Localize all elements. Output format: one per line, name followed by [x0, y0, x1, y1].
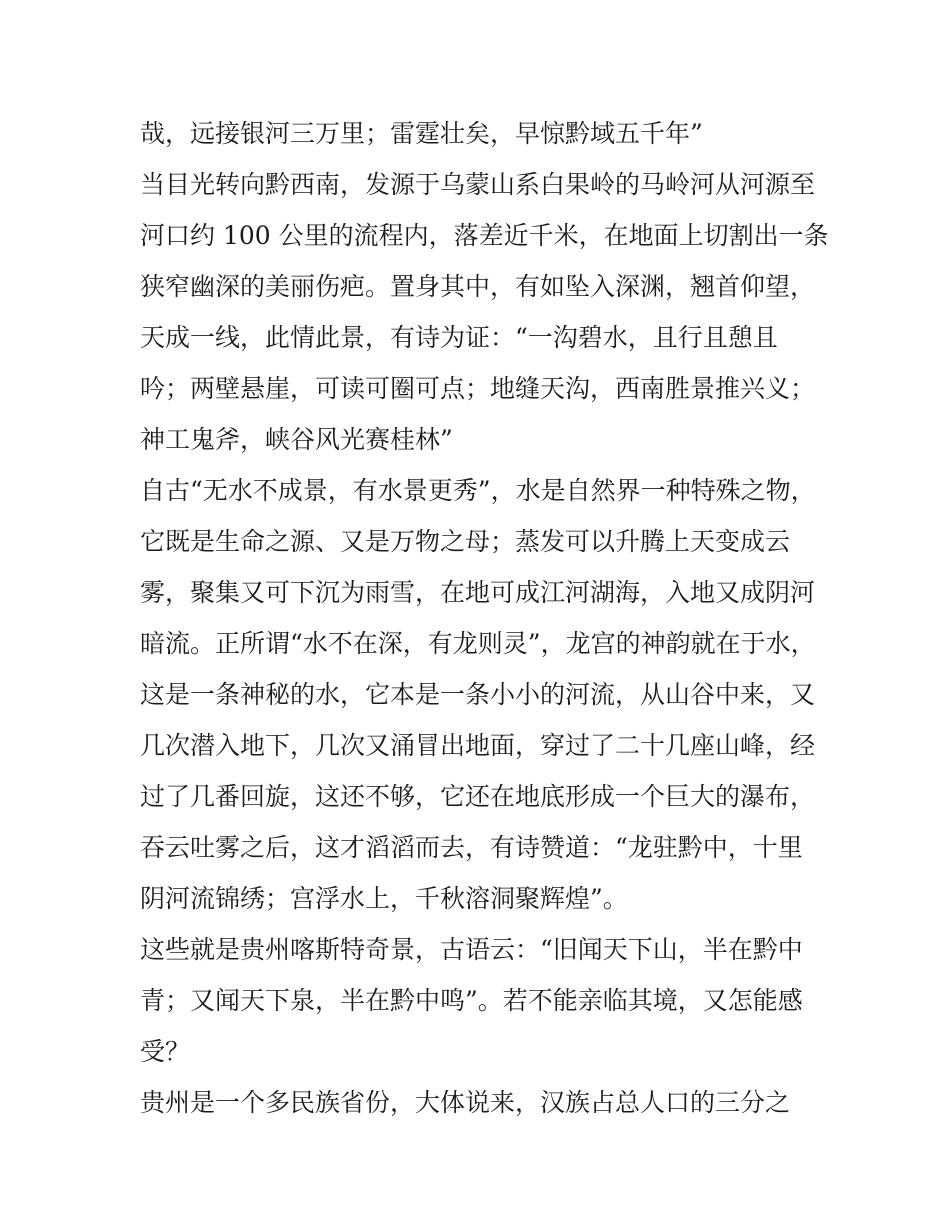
text-line: 吟；两壁悬崖，可读可圈可点；地缝天沟，西南胜景推兴义；: [140, 374, 816, 403]
text-line: 哉，远接银河三万里；雷霆壮矣，早惊黔域五千年”: [140, 119, 703, 148]
body-text: [140, 108, 830, 1128]
text-line: 青；又闻天下泉，半在黔中鸣”。若不能亲临其境，又怎能感: [140, 986, 803, 1015]
text-line: 阴河流锦绣；宫浮水上，千秋溶洞聚辉煌”。: [140, 884, 628, 913]
text-line: 河口约 100 公里的流程内，落差近千米，在地面上切割出一条: [140, 221, 829, 250]
text-line: 这些就是贵州喀斯特奇景，古语云：“旧闻天下山，半在黔中: [140, 935, 803, 964]
text-line: 狭窄幽深的美丽伤疤。置身其中，有如坠入深渊，翘首仰望，: [140, 272, 816, 301]
text-line: 当目光转向黔西南，发源于乌蒙山系白果岭的马岭河从河源至: [140, 170, 816, 199]
text-line: 天成一线，此情此景，有诗为证：“一沟碧水，且行且憩且: [140, 323, 778, 352]
text-line: 自古“无水不成景，有水景更秀”，水是自然界一种特殊之物，: [140, 476, 816, 505]
text-line: 吞云吐雾之后，这才滔滔而去，有诗赞道：“龙驻黔中，十里: [140, 833, 803, 862]
text-line: 它既是生命之源、又是万物之母；蒸发可以升腾上天变成云: [140, 527, 791, 556]
text-line: 暗流。正所谓“水不在深，有龙则灵”，龙宫的神韵就在于水，: [140, 629, 816, 658]
text-line: 几次潜入地下，几次又涌冒出地面，穿过了二十几座山峰，经: [140, 731, 816, 760]
text-line: 受？: [140, 1037, 191, 1066]
text-line: 过了几番回旋，这还不够，它还在地底形成一个巨大的瀑布，: [140, 782, 816, 811]
text-line: 雾，聚集又可下沉为雨雪，在地可成江河湖海，入地又成阴河: [140, 578, 816, 607]
text-line: 神工鬼斧，峡谷风光赛桂林”: [140, 425, 453, 454]
text-line: 贵州是一个多民族省份，大体说来，汉族占总人口的三分之: [140, 1088, 791, 1117]
text-line: 这是一条神秘的水，它本是一条小小的河流，从山谷中来，又: [140, 680, 816, 709]
